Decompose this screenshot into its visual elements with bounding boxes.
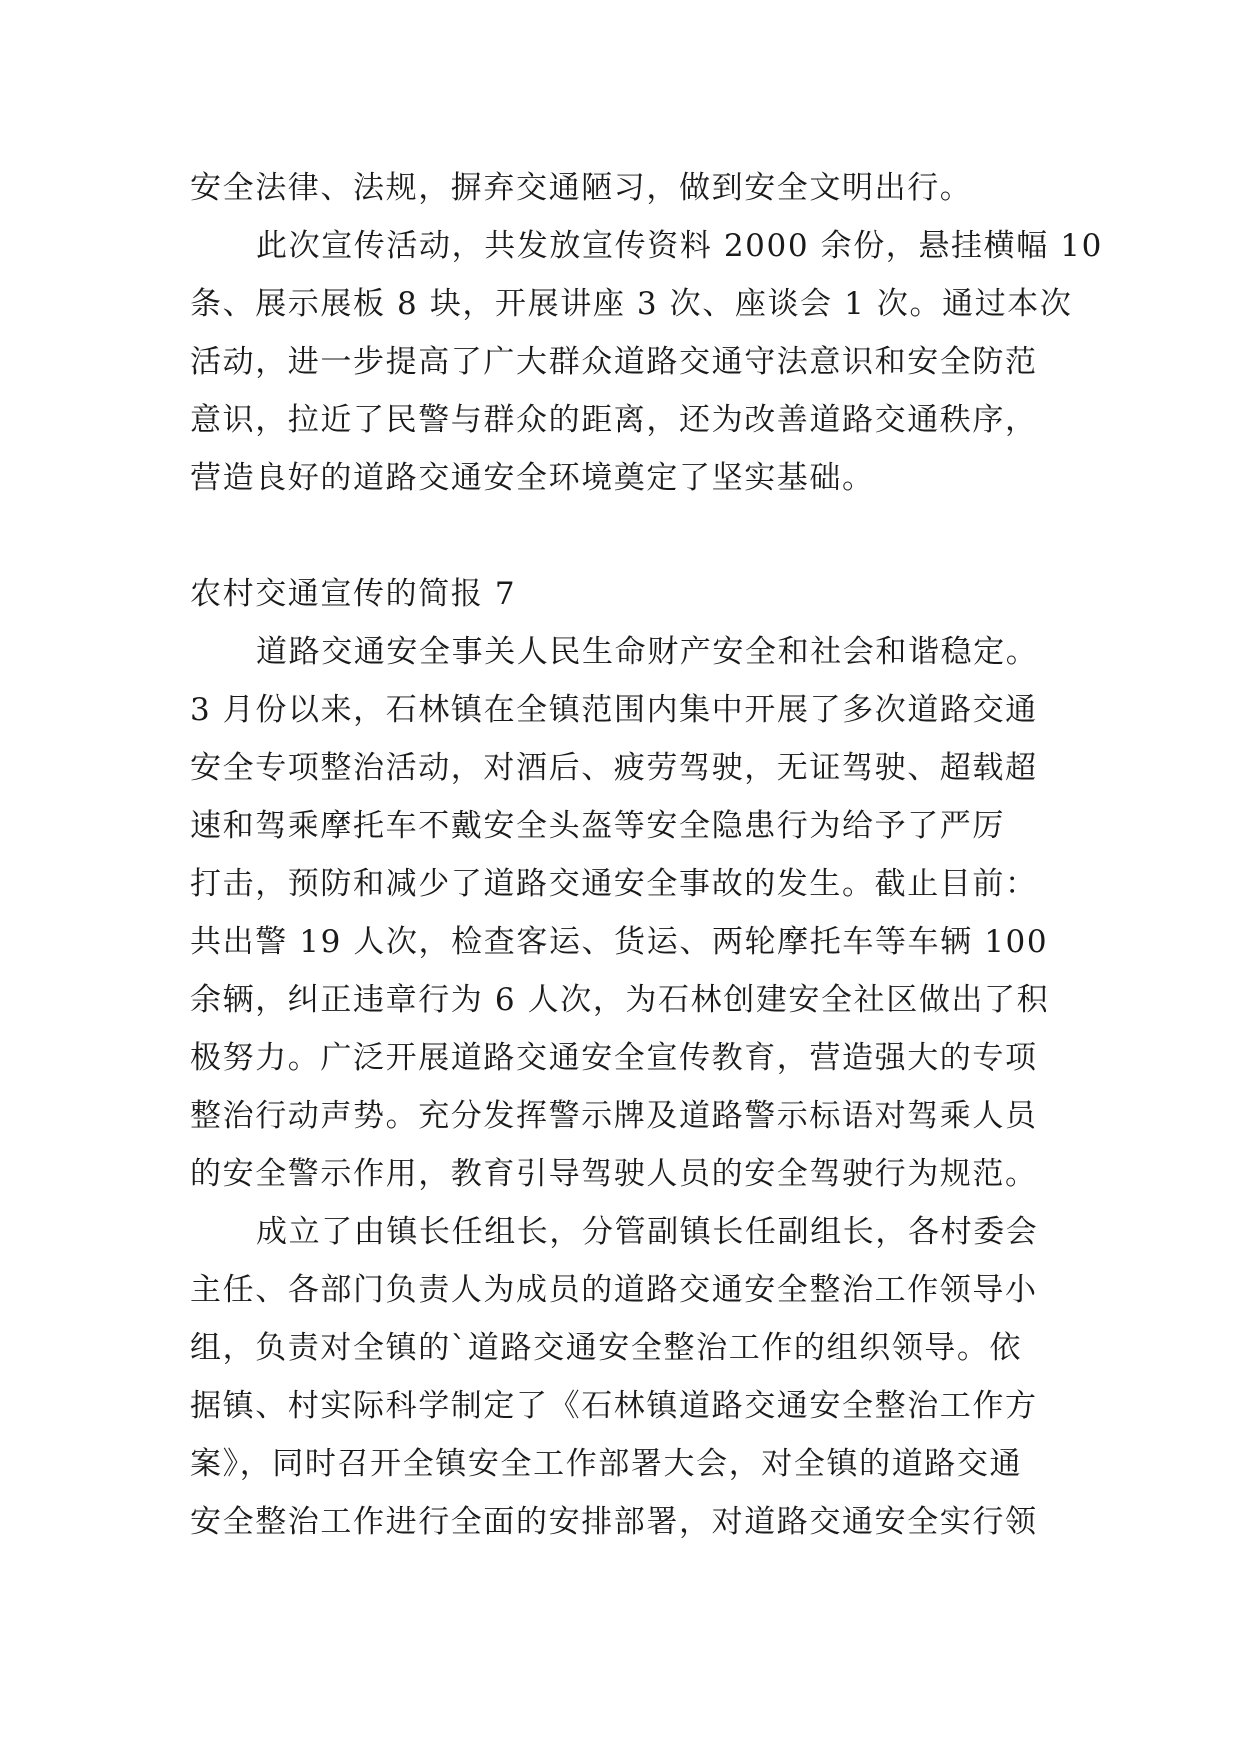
paragraph-line: 速和驾乘摩托车不戴安全头盔等安全隐患行为给予了严厉 — [190, 808, 1005, 844]
paragraph-line: 成立了由镇长任组长，分管副镇长任副组长，各村委会 — [256, 1214, 1039, 1250]
paragraph-line: 共出警 19 人次，检查客运、货运、两轮摩托车等车辆 100 — [190, 924, 1049, 960]
paragraph-line: 3 月份以来，石林镇在全镇范围内集中开展了多次道路交通 — [190, 692, 1038, 728]
paragraph-line: 营造良好的道路交通安全环境奠定了坚实基础。 — [190, 460, 875, 496]
paragraph-line: 此次宣传活动，共发放宣传资料 2000 余份，悬挂横幅 10 — [256, 228, 1103, 264]
paragraph-line: 条、展示展板 8 块，开展讲座 3 次、座谈会 1 次。通过本次 — [190, 286, 1073, 322]
paragraph-line: 的安全警示作用，教育引导驾驶人员的安全驾驶行为规范。 — [190, 1156, 1038, 1192]
paragraph-line: 安全法律、法规，摒弃交通陋习，做到安全文明出行。 — [190, 170, 973, 206]
section-title: 农村交通宣传的简报 7 — [190, 576, 517, 612]
paragraph-line: 整治行动声势。充分发挥警示牌及道路警示标语对驾乘人员 — [190, 1098, 1038, 1134]
paragraph-line: 意识，拉近了民警与群众的距离，还为改善道路交通秩序， — [190, 402, 1038, 438]
paragraph-line: 据镇、村实际科学制定了《石林镇道路交通安全整治工作方 — [190, 1388, 1038, 1424]
paragraph-line: 主任、各部门负责人为成员的道路交通安全整治工作领导小 — [190, 1272, 1038, 1308]
paragraph-line: 道路交通安全事关人民生命财产安全和社会和谐稳定。 — [256, 634, 1039, 670]
paragraph-line: 活动，进一步提高了广大群众道路交通守法意识和安全防范 — [190, 344, 1038, 380]
paragraph-line: 组，负责对全镇的`道路交通安全整治工作的组织领导。依 — [190, 1330, 1023, 1366]
paragraph-line: 极努力。广泛开展道路交通安全宣传教育，营造强大的专项 — [190, 1040, 1038, 1076]
paragraph-line: 余辆，纠正违章行为 6 人次，为石林创建安全社区做出了积 — [190, 982, 1050, 1018]
paragraph-line: 安全专项整治活动，对酒后、疲劳驾驶，无证驾驶、超载超 — [190, 750, 1038, 786]
paragraph-line: 打击，预防和减少了道路交通安全事故的发生。截止目前： — [190, 866, 1038, 902]
paragraph-line: 安全整治工作进行全面的安排部署，对道路交通安全实行领 — [190, 1504, 1038, 1540]
paragraph-line: 案》，同时召开全镇安全工作部署大会，对全镇的道路交通 — [190, 1446, 1023, 1482]
